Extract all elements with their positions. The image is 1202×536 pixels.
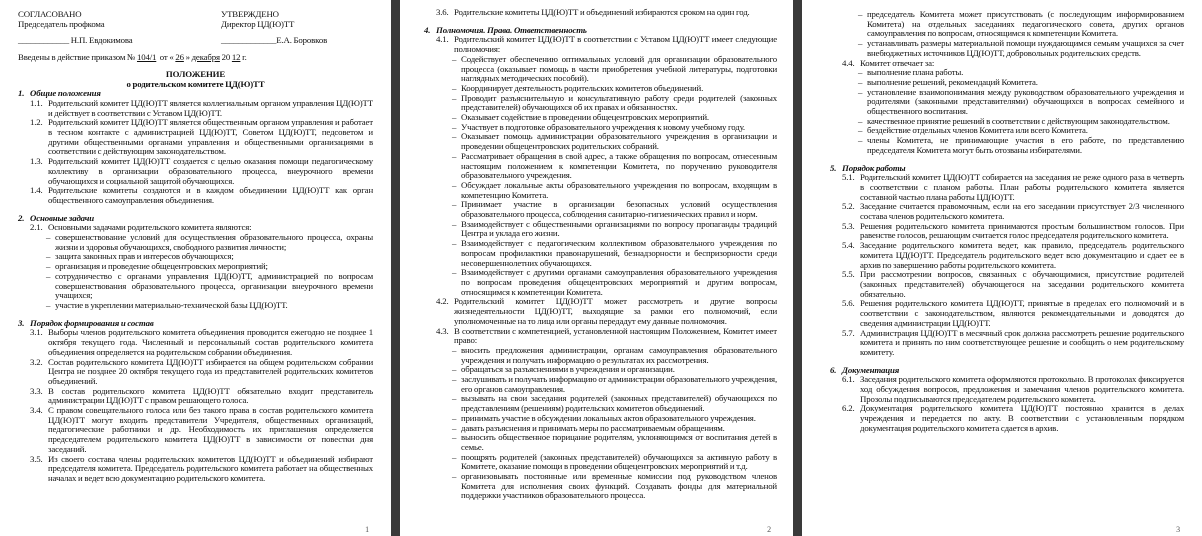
order-prefix: Введены в действие приказом №	[18, 52, 136, 63]
order-day: 26	[175, 52, 184, 63]
dash-bullet-icon: –	[452, 393, 457, 404]
bullet-text: Обсуждает локальные акты образовательного учреждения по вопросам, входящим в компетенцию Комитета.	[461, 179, 777, 200]
bullet-item	[424, 181, 777, 200]
clause-number: 1.4.	[30, 185, 43, 196]
clause-text: Родительский комитет ЦД(Ю)ТТ в соответствии с Уставом ЦД(Ю)ТТ имеет следующие полномочия:	[454, 34, 777, 55]
bullet-text: качественное принятие решений в соответствии с действующим законодательством.	[867, 115, 1170, 126]
clause-text: Комитет отвечает за:	[860, 57, 935, 68]
bullet-item	[424, 394, 777, 413]
clause-text: Родительский комитет ЦД(Ю)ТТ собирается на заседания не реже одного раза в четверть в соответствии с планом работы. План работы родительского комитета является составной частью плана работы ЦД(Ю)ТТ.	[860, 172, 1184, 202]
agreed-label: СОГЛАСОВАНО	[18, 9, 82, 19]
numbered-clause	[830, 270, 1184, 299]
bullet-item	[424, 220, 777, 239]
clause-text: Выборы членов родительского комитета объединения проводится ежегодно не позднее 1 октября текущего года. Численный и персональный состав родительского комитета объединения определяется на родительском собрании объединения.	[48, 327, 373, 357]
clause-number: 5.4.	[842, 240, 855, 251]
bullet-text: выполнение решений, рекомендаций Комитета.	[867, 76, 1038, 87]
section-title: Порядок работы	[842, 162, 906, 173]
clause-number: 5.7.	[842, 327, 855, 338]
bullet-item	[424, 453, 777, 472]
bullet-item	[830, 10, 1184, 39]
approved-signature: _____________Е.А. Боровков	[221, 35, 328, 46]
dash-bullet-icon: –	[46, 232, 51, 243]
clause-text: В соответствии с компетенцией, установленной настоящим Положением, Комитет имеет право:	[454, 325, 777, 346]
numbered-clause	[18, 157, 373, 186]
approved-label: УТВЕРЖДЕНО	[221, 9, 279, 19]
bullet-item	[424, 200, 777, 219]
section-title: Общие положения	[30, 88, 101, 99]
clause-number: 3.2.	[30, 356, 43, 367]
clause-text: Администрация ЦД(Ю)ТТ в месячный срок должна рассмотреть решение родительского комитета и принять по ним соответствующее решение и сообщить о нем родительскому комитету.	[860, 327, 1184, 357]
clause-number: 3.5.	[30, 453, 43, 464]
order-year-suffix: г.	[242, 52, 247, 63]
section-number: 4.	[424, 24, 431, 35]
dash-bullet-icon: –	[452, 412, 457, 423]
section-number: 2.	[18, 212, 25, 223]
bullet-text: Взаимодействует с общественными организациями по вопросу пропаганды традиций Центра и уклада его жизни.	[461, 218, 777, 239]
dash-bullet-icon: –	[858, 125, 863, 136]
numbered-clause	[424, 297, 777, 326]
clause-text: Родительские комитеты создаются и в каждом объединении ЦД(Ю)ТТ как орган общественного самоуправления объединения.	[48, 185, 373, 205]
document-subtitle: о родительском комитете ЦД(Ю)ТТ	[126, 78, 265, 89]
dash-bullet-icon: –	[452, 53, 457, 64]
bullet-text: председатель Комитета может присутствовать (с последующим информированием Комитета) на отдельных заседаниях педагогического совета, других органов самоуправления по вопросам, относящимся к компетенции Комитета.	[867, 9, 1184, 39]
bullet-item	[424, 268, 777, 297]
section-number: 3.	[18, 317, 25, 328]
clause-number: 4.4.	[842, 57, 855, 68]
dash-bullet-icon: –	[46, 251, 51, 262]
clause-number: 4.1.	[436, 34, 449, 45]
document-page-3	[802, 0, 1202, 536]
clause-number: 3.6.	[436, 7, 449, 17]
clause-text: Основными задачами родительского комитета являются:	[48, 222, 252, 233]
dash-bullet-icon: –	[858, 76, 863, 87]
clause-text: С правом совещательного голоса или без такого права в состав родительского комитета ЦД(Ю)ТТ могут входить представители Учредителя, общественных организаций, педагогические работники и др. Необходимость их приглашения определяется председателем родительского комитета ЦД(Ю)ТТ в зависимости от повестки дня заседаний.	[48, 405, 373, 454]
clause-number: 1.2.	[30, 117, 43, 128]
numbered-clause	[18, 455, 373, 484]
clause-number: 2.1.	[30, 222, 43, 233]
bullet-item	[424, 94, 777, 113]
bullet-text: организовывать постоянные или временные комиссии под руководством членов Комитета для исполнения своих функций. Создавать фонды для материальной поддержки участников образовательного процесса.	[461, 471, 777, 501]
numbered-clause	[18, 358, 373, 387]
approved-role: Директор ЦД(Ю)ТТ	[221, 18, 295, 29]
page-separator	[391, 0, 400, 536]
clause-number: 5.2.	[842, 201, 855, 212]
bullet-text: защита законных прав и интересов обучающихся;	[55, 251, 234, 262]
numbered-clause	[830, 173, 1184, 202]
numbered-clause	[830, 222, 1184, 241]
clause-number: 5.5.	[842, 269, 855, 280]
numbered-clause	[18, 387, 373, 406]
numbered-clause	[18, 99, 373, 118]
dash-bullet-icon: –	[858, 115, 863, 126]
order-number: 104/1	[136, 52, 157, 63]
bullet-text: устанавливать размеры материальной помощи нуждающимся семьям учащихся за счет внебюджетных источников ЦД(Ю)ТТ, добровольных родительских средств.	[867, 38, 1184, 58]
bullet-text: Взаимодействует с другими органами самоуправления образовательного учреждения по вопросам проведения общецентровских мероприятий и другим вопросам, относящимся к компетенции Комитета.	[461, 267, 777, 297]
dash-bullet-icon: –	[46, 299, 51, 310]
bullet-item	[424, 132, 777, 151]
dash-bullet-icon: –	[452, 199, 457, 210]
bullet-item	[830, 88, 1184, 117]
numbered-clause	[830, 241, 1184, 270]
page-number: 2	[767, 525, 771, 534]
clause-text: Родительский комитет ЦД(Ю)ТТ может рассмотреть и другие вопросы жизнедеятельности ЦД(Ю)ТТ, выходящие за рамки его полномочий, если уполномоченные на то лица или органы передадут ему данные полномочия.	[454, 296, 777, 326]
page-number: 3	[1176, 525, 1180, 534]
dash-bullet-icon: –	[452, 432, 457, 443]
dash-bullet-icon: –	[452, 364, 457, 375]
numbered-clause	[18, 406, 373, 455]
bullet-text: выполнение плана работы.	[867, 67, 964, 78]
bullet-text: сотрудничество с органами управления ЦД(Ю)ТТ, администрацией по вопросам совершенствования образовательного процесса, организации внеурочного времени учащихся;	[55, 270, 373, 301]
bullet-text: поощрять родителей (законных представителей) обучающихся за активную работу в Комитете, оказание помощи в проведении общецентровских мероприятий и т.д.	[461, 451, 777, 472]
clause-text: Состав родительского комитета ЦД(Ю)ТТ избирается на общем родительском собрании Центра не позднее 20 октября текущего года из представителей родительских комитетов объединений.	[48, 356, 373, 386]
clause-number: 5.3.	[842, 220, 855, 231]
bullet-text: совершенствование условий для осуществления образовательного процесса, охраны жизни и здоровья обучающихся, свободного развития личности;	[55, 232, 373, 252]
document-page-1	[0, 0, 391, 536]
bullet-text: установление взаимопонимания между руководством образовательного учреждения и родителями (законными представителями) обучающихся в вопросах семейного и общественного воспитания.	[867, 86, 1184, 117]
section-number: 5.	[830, 162, 837, 173]
numbered-clause	[18, 328, 373, 357]
dash-bullet-icon: –	[452, 471, 457, 482]
order-line	[18, 53, 373, 63]
dash-bullet-icon: –	[452, 179, 457, 190]
clause-text: Заседания родительского комитета оформляются протокольно. В протоколах фиксируется ход обсуждения вопросов, предложения и замечания членов родительского комитета. Прозолы подписываются председателем родительского комитета.	[860, 374, 1184, 404]
bullet-text: Проводит разъяснительную и консультативную работу среди родителей (законных представителей) обучающихся об их правах и обязанностях.	[461, 92, 777, 113]
numbered-clause	[830, 202, 1184, 221]
bullet-text: Координирует деятельность родительских комитетов объединений.	[461, 82, 704, 93]
bullet-text: Оказывает помощь администрации образовательного учреждения в организации и проведении общецентровских родительских собраний.	[461, 131, 777, 152]
dash-bullet-icon: –	[452, 150, 457, 161]
clause-number: 1.1.	[30, 97, 43, 108]
bullet-text: Содействует обеспечению оптимальных условий для организации образовательного процесса (оказывает помощь в части приобретения учебной литературы, подготовки наглядных методических пособий).	[461, 53, 777, 84]
numbered-clause	[830, 375, 1184, 404]
clause-number: 1.3.	[30, 156, 43, 167]
dash-bullet-icon: –	[858, 86, 863, 97]
dash-bullet-icon: –	[452, 374, 457, 385]
clause-text: Родительский комитет ЦД(Ю)ТТ создается с целью оказания помощи педагогическому коллективу в организации образовательного процесса, внеурочного времени обучающихся и социальной защитой обучающихся.	[48, 156, 373, 186]
clause-text: Родительский комитет ЦД(Ю)ТТ является общественным органом управления и работает в тесном контакте с администрацией ЦД(Ю)ТТ, Советом ЦД(Ю)ТТ, педсоветом и другими общественными органами управления и общественными организациями в соответствии с действующим законодательством.	[48, 117, 373, 157]
clause-number: 5.1.	[842, 172, 855, 183]
dash-bullet-icon: –	[858, 9, 863, 19]
order-quote: »	[185, 52, 190, 63]
page-separator	[793, 0, 802, 536]
numbered-clause	[18, 186, 373, 205]
approval-header	[18, 10, 373, 29]
clause-number: 6.1.	[842, 374, 855, 385]
dash-bullet-icon: –	[452, 422, 457, 433]
dash-bullet-icon: –	[452, 82, 457, 93]
order-from: от «	[159, 52, 174, 63]
numbered-clause	[424, 35, 777, 54]
bullet-text: обращаться за разъяснениями в учреждения и организации.	[461, 364, 675, 375]
bullet-text: вносить предложения администрации, органам самоуправления образовательного учреждения и получать информацию о результатах их рассмотрения.	[461, 344, 777, 365]
bullet-item	[424, 375, 777, 394]
clause-text: При рассмотрении вопросов, связанных с обучающимися, присутствие родителей (законных представителей) обучающегося на заседании родительского комитета обязательно.	[860, 269, 1184, 299]
bullet-item	[424, 239, 777, 268]
clause-text: В состав родительского комитета ЦД(Ю)ТТ обязательно входит представитель администрации ЦД(Ю)ТТ с правом решающего голоса.	[48, 385, 373, 406]
bullet-text: Оказывает содействие в проведении общецентровских мероприятий.	[461, 112, 709, 123]
bullet-text: Принимает участие в организации безопасных условий осуществления образовательного процесса, соблюдения санитарно-гигиенических правил и норм.	[461, 199, 777, 220]
numbered-clause	[830, 329, 1184, 358]
bullet-text: давать разъяснения и принимать меры по рассматриваемым обращениям.	[461, 422, 725, 433]
page-body	[18, 89, 373, 483]
dash-bullet-icon: –	[452, 131, 457, 142]
dash-bullet-icon: –	[452, 121, 457, 132]
bullet-item	[424, 55, 777, 84]
section-number: 1.	[18, 88, 25, 99]
numbered-clause	[830, 404, 1184, 433]
bullet-text: вызывать на свои заседания родителей (законных представителей) обучающихся по представлениям (решениям) родительских комитетов объединений.	[461, 393, 777, 414]
dash-bullet-icon: –	[858, 38, 863, 49]
bullet-text: Взаимодействует с педагогическим коллективом образовательного учреждения по вопросам профилактики правонарушений, безнадзорности и беспризорности среди несовершеннолетних обучающихся.	[461, 238, 777, 268]
bullet-item	[424, 472, 777, 501]
order-year-prefix: 20	[221, 52, 231, 63]
bullet-text: члены Комитета, не принимающие участия в его работе, по представлению председателя Комитета могут быть отозваны избирателями.	[867, 135, 1184, 155]
clause-number: 6.2.	[842, 403, 855, 414]
numbered-clause	[424, 8, 777, 18]
clause-text: Заседание родительского комитета ведет, как правило, председатель родительского комитета ЦД(Ю)ТТ. Председатель родительского ведет всю документацию и сдает ее в архив по завершению работы родительского комитета.	[860, 240, 1184, 270]
bullet-text: выносить общественное порицание родителям, уклоняющимся от воспитания детей в семье.	[461, 432, 777, 452]
bullet-text: организация и проведение общецентровских мероприятий;	[55, 261, 268, 272]
bullet-item	[830, 39, 1184, 58]
dash-bullet-icon: –	[46, 261, 51, 272]
numbered-clause	[424, 327, 777, 346]
clause-text: Из своего состава члены родительских комитетов ЦД(Ю)ТТ и объединений избирают председателя комитета. Председатель родительского комитета работает на общественных началах и ведет всю документацию родительского комитета.	[48, 453, 373, 483]
dash-bullet-icon: –	[452, 218, 457, 229]
section-number: 6.	[830, 364, 837, 375]
section-title: Порядок формирования и состав	[30, 317, 154, 328]
bullet-item	[18, 233, 373, 252]
page-body	[424, 8, 777, 501]
bullet-item	[424, 152, 777, 181]
document-page-2	[400, 0, 793, 536]
bullet-item	[424, 346, 777, 365]
dash-bullet-icon: –	[46, 270, 51, 281]
agreed-signature: ____________ Н.П. Евдокимова	[18, 35, 133, 46]
bullet-text: принимать участие в обсуждении локальных актов образовательного учреждения.	[461, 412, 756, 423]
signature-row	[18, 36, 373, 46]
bullet-item	[830, 136, 1184, 155]
dash-bullet-icon: –	[452, 344, 457, 355]
bullet-text: заслушивать и получать информацию от администрации образовательного учреждения, его органов самоуправления.	[461, 374, 777, 394]
order-year: 12	[231, 52, 241, 63]
clause-number: 4.2.	[436, 296, 449, 307]
numbered-clause	[18, 118, 373, 157]
dash-bullet-icon: –	[452, 92, 457, 103]
numbered-clause	[830, 299, 1184, 328]
dash-bullet-icon: –	[858, 67, 863, 78]
clause-text: Родительский комитет ЦД(Ю)ТТ является коллегиальным органом управления ЦД(Ю)ТТ и действует в соответствии с Уставом ЦД(Ю)ТТ.	[48, 97, 373, 118]
page-number: 1	[365, 525, 369, 534]
clause-number: 3.3.	[30, 385, 43, 396]
dash-bullet-icon: –	[858, 135, 863, 146]
clause-text: Родительские комитеты ЦД(Ю)ТТ и объединений избираются сроком на один год.	[454, 7, 750, 17]
section-title: Документация	[842, 364, 900, 375]
clause-number: 3.1.	[30, 327, 43, 338]
clause-text: Решения родительского комитета принимаются простым большинством голосов. При равенстве голосов, решающим считается голос председателя родительского комитета.	[860, 220, 1184, 241]
section-title: Полномочия. Права. Ответственность	[436, 24, 587, 35]
order-month: декабря	[191, 52, 220, 63]
bullet-item	[18, 272, 373, 301]
dash-bullet-icon: –	[452, 267, 457, 278]
dash-bullet-icon: –	[452, 238, 457, 249]
bullet-text: Рассматривает обращения в свой адрес, а также обращения по вопросам, отнесенным настоящим положением к компетенции Комитета, по поручению руководителя образовательного учреждения.	[461, 150, 777, 181]
clause-text: Заседание считается правомочным, если на его заседании присутствует 2/3 численного состава членов родительского комитета.	[860, 201, 1184, 222]
clause-text: Документация родительского комитета ЦД(Ю)ТТ постоянно хранится в делах учреждения и передается по акту. В соответствии с установленным порядком документация родительского комитета сдается в архив.	[860, 403, 1184, 433]
bullet-text: бездействие отдельных членов Комитета или всего Комитета.	[867, 125, 1088, 136]
bullet-text: участие в укреплении материально-технической базы ЦД(Ю)ТТ.	[55, 299, 288, 310]
document-title: ПОЛОЖЕНИЕ	[165, 68, 226, 79]
bullet-text: Участвует в подготовке образовательного учреждения к новому учебному году.	[461, 121, 745, 132]
agreed-role: Председатель профкома	[18, 18, 105, 29]
clause-number: 3.4.	[30, 405, 43, 416]
dash-bullet-icon: –	[452, 451, 457, 462]
clause-number: 5.6.	[842, 298, 855, 309]
clause-number: 4.3.	[436, 325, 449, 336]
bullet-item	[424, 433, 777, 452]
bullet-item	[18, 301, 373, 311]
section-title: Основные задачи	[30, 212, 94, 223]
clause-text: Решения родительского комитета ЦД(Ю)ТТ, принятые в пределах его полномочий и в соответствии с законодательством, являются рекомендательными и доводятся до сведения администрации ЦД(Ю)ТТ.	[860, 298, 1184, 328]
page-body	[830, 10, 1184, 434]
dash-bullet-icon: –	[452, 112, 457, 123]
